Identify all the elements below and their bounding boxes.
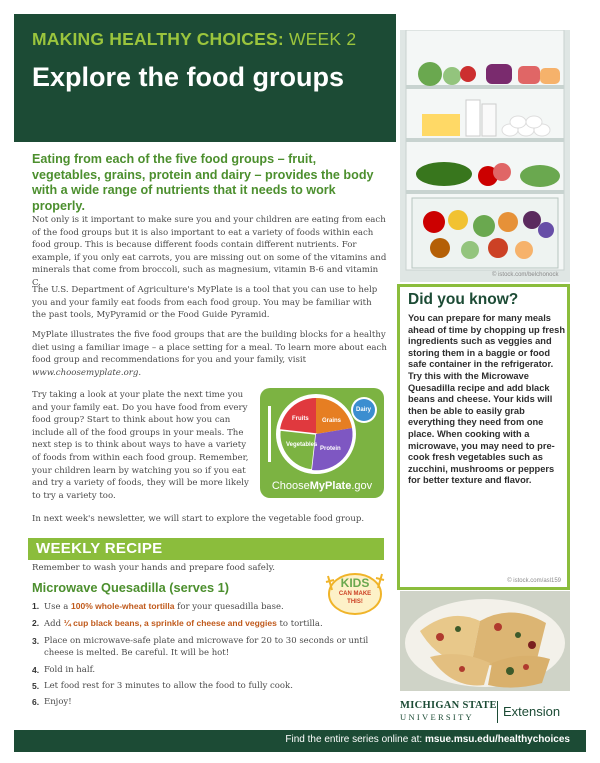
footer-text <box>285 734 570 745</box>
page-title: Explore the food groups <box>32 62 345 92</box>
msu-name-line1: MICHIGAN STATE <box>400 700 497 711</box>
step-highlight: ¼ cup black beans, a sprinkle of cheese and veggies <box>63 618 277 629</box>
step-highlight: 100% whole-wheat tortilla <box>71 601 175 611</box>
paragraph-myplate-tool: The U.S. Department of Agriculture's MyPlate is a tool that you can use to help you and your family eat foods from each food group. You may be familiar with the past tools, MyPyramid or the Food Guide Pyramid. <box>32 285 378 321</box>
quesadilla-photo-credit: © istock.com/asl159 <box>507 578 561 584</box>
paragraph-myplate-text: MyPlate illustrates the five food groups that are the building blocks for a healthy diet using a familiar image – a place setting for a meal. To learn more about each food group and recommendations for you and your family, visit <box>32 330 387 366</box>
myplate-wordmark-prefix: Choose <box>271 480 310 492</box>
recipe-reminder: Remember to wash your hands and prepare food safely. <box>32 563 276 573</box>
weekly-recipe-title: WEEKLY RECIPE <box>36 540 163 557</box>
recipe-step <box>32 635 372 660</box>
step-text: Add <box>44 619 64 630</box>
weekly-recipe-banner <box>28 538 384 560</box>
step-number: 1. <box>32 601 40 611</box>
recipe-step <box>32 664 372 676</box>
recipe-step <box>32 600 372 613</box>
series-title <box>32 29 356 50</box>
choosemyplate-link[interactable]: www.choosemyplate.org <box>32 367 139 378</box>
step-text-end: to tortilla. <box>276 619 323 630</box>
myplate-label-grains: Grains <box>322 418 342 424</box>
step-number: 4. <box>32 664 40 675</box>
recipe-steps <box>32 600 372 713</box>
paragraph-variety: Not only is it important to make sure you and your children are eating from each of the food groups but it is also important to eat a variety of foods within each food group. This is because different foods contain different nutrients. For example, if you only eat carrots, you are missing out on some of the vitamins and minerals that come from broccoli, such as magnesium, vitamin B-6 and vitamin C. <box>32 215 387 288</box>
week-label: WEEK 2 <box>288 29 357 49</box>
recipe-name: Microwave Quesadilla (serves 1) <box>32 580 230 595</box>
footer-series-link[interactable]: msue.msu.edu/healthychoices <box>424 734 570 745</box>
fridge-photo <box>400 30 570 282</box>
msu-extension-label: Extension <box>503 704 561 719</box>
recipe-step <box>32 617 372 630</box>
paragraph-myplate-illustrates <box>32 329 388 379</box>
step-text-end: for your quesadilla base. <box>174 602 284 612</box>
footer-bar <box>14 730 586 752</box>
step-text: Fold in half. <box>44 664 96 675</box>
did-you-know-title: Did you know? <box>408 291 519 308</box>
step-number: 2. <box>32 618 40 629</box>
myplate-wordmark <box>260 480 384 492</box>
did-you-know-body: You can prepare for many meals ahead of time by chopping up fresh ingredients such as veggies and storing them in a baggie or food safe container in the refrigerator. Try this with the Microwave Quesadilla recipe and add black beans and cheese. Your kids will then be able to easily grab everything they need from one place. When cooking with a microwave, you may need to pre-cook fresh vegetables such as zucchini, mushrooms or peppers for better texture and flavor. <box>408 313 566 486</box>
paragraph-myplate-end: . <box>138 367 142 378</box>
header-banner <box>14 14 396 142</box>
recipe-step <box>32 680 372 692</box>
myplate-label-protein: Protein <box>320 446 341 452</box>
quesadilla-photo <box>400 591 570 691</box>
step-text: Enjoy! <box>44 697 72 708</box>
step-text: Use a <box>44 602 72 612</box>
did-you-know-box <box>397 284 570 590</box>
myplate-wordmark-main: MyPlate <box>309 480 352 492</box>
kids-badge-line1: KIDS <box>340 576 370 590</box>
paragraph-next-week: In next week's newsletter, we will start to explore the vegetable food group. <box>32 514 365 524</box>
fridge-photo-credit: © istock.com/belchonock <box>492 272 559 278</box>
msu-extension-logo <box>400 700 575 726</box>
msu-divider <box>497 701 498 723</box>
series-label: MAKING HEALTHY CHOICES: <box>32 29 284 49</box>
footer-label: Find the entire series online at: <box>285 734 425 745</box>
step-number: 3. <box>32 635 40 646</box>
msu-name-line2: UNIVERSITY <box>400 712 474 722</box>
kids-badge-line3: THIS! <box>347 599 363 605</box>
myplate-label-vegetables: Vegetables <box>286 442 318 448</box>
intro-lead: Eating from each of the five food groups – fruit, vegetables, grains, protein and dairy – provides the body with a wide range of nutrients that it needs to work properly. <box>32 152 374 213</box>
myplate-label-dairy: Dairy <box>356 407 372 413</box>
step-number: 5. <box>32 681 40 692</box>
kids-badge-line2: CAN MAKE <box>338 591 372 597</box>
step-text: Place on microwave-safe plate and microwave for 20 to 30 seconds or until cheese is melted. Be careful. It will be hot! <box>44 635 369 659</box>
step-text: Let food rest for 3 minutes to allow the food to fully cook. <box>44 681 293 692</box>
myplate-logo <box>260 388 384 498</box>
step-number: 6. <box>32 697 40 708</box>
myplate-label-fruits: Fruits <box>292 416 309 422</box>
recipe-step <box>32 696 372 708</box>
paragraph-try-plate: Try taking a look at your plate the next time you and your family eat. Do you have food from every food group? Start to think about how you can include all of the food groups in your meals. The next step is to think about ways to have a variety of foods from within each food group. Remember, your children learn by watching you so if you eat and try a variety of foods, they will be more likely to try a variety too. <box>32 390 249 501</box>
myplate-wordmark-suffix: .gov <box>351 480 373 492</box>
